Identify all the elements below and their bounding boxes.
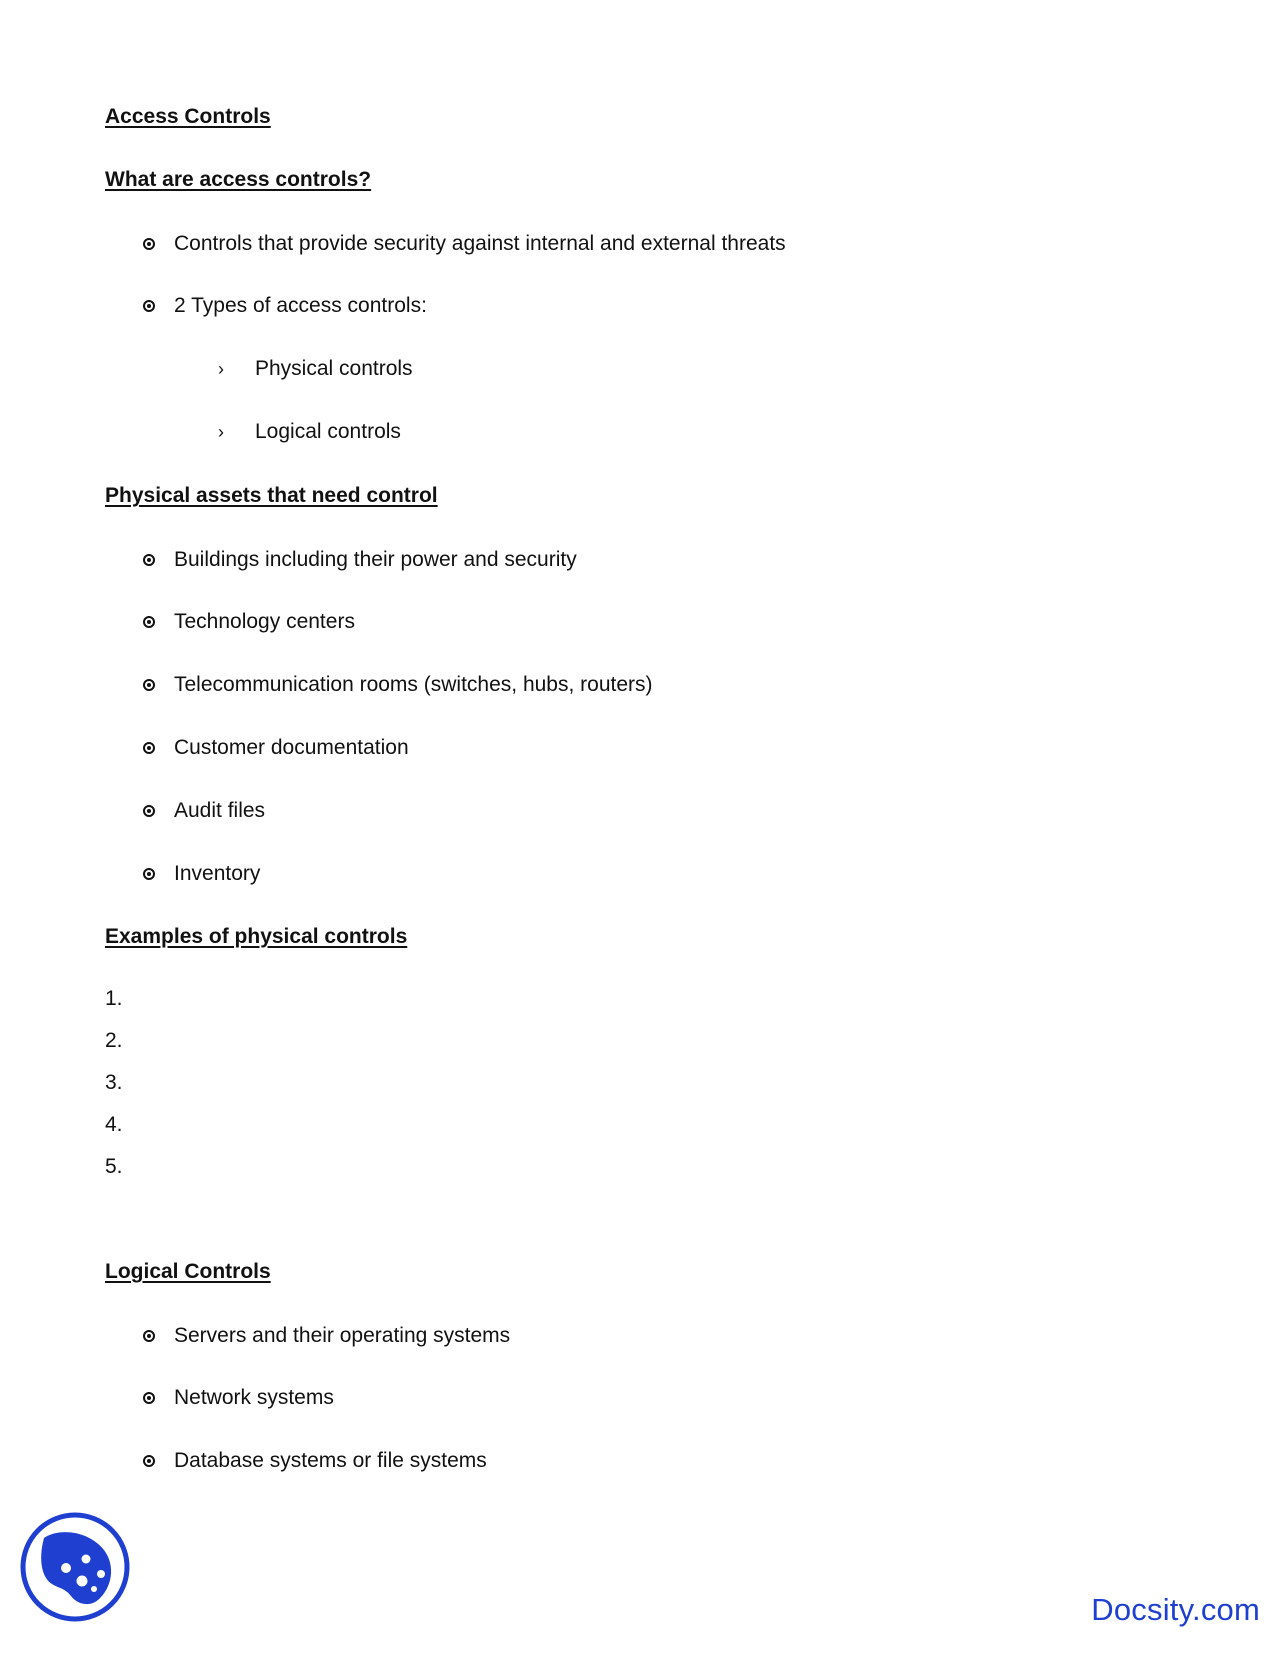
numbered-item: 2.	[105, 1029, 123, 1052]
list-item	[143, 1447, 487, 1475]
list-item-text: Network systems	[174, 1386, 334, 1409]
radio-bullet-icon	[143, 1455, 155, 1467]
brand-text[interactable]: Docsity.com	[1091, 1592, 1260, 1627]
sub-list-item-text: Physical controls	[255, 357, 413, 380]
list-item	[143, 608, 355, 636]
radio-bullet-icon	[143, 679, 155, 691]
list-item-text: Controls that provide security against internal and external threats	[174, 232, 786, 255]
list-item-text: Customer documentation	[174, 736, 409, 759]
radio-bullet-icon	[143, 616, 155, 628]
list-item	[143, 671, 653, 699]
list-item-text: Audit files	[174, 799, 266, 822]
list-item-text: 2 Types of access controls:	[174, 294, 427, 317]
radio-bullet-icon	[143, 300, 155, 312]
numbered-item: 5.	[105, 1155, 123, 1178]
radio-bullet-icon	[143, 868, 155, 880]
docsity-logo-icon	[18, 1510, 132, 1624]
list-item-text: Inventory	[174, 862, 261, 885]
section-heading-what-are: What are access controls?	[105, 168, 372, 191]
list-item-text: Buildings including their power and security	[174, 548, 577, 571]
list-item	[143, 797, 265, 825]
list-item	[143, 734, 409, 762]
section-heading-logical: Logical Controls	[105, 1260, 271, 1283]
radio-bullet-icon	[143, 805, 155, 817]
list-item	[143, 292, 427, 320]
list-item-text: Database systems or file systems	[174, 1449, 487, 1472]
radio-bullet-icon	[143, 554, 155, 566]
sub-list-item-text: Logical controls	[255, 420, 401, 443]
sub-list-item	[218, 418, 401, 446]
chevron-right-icon: ›	[218, 358, 224, 379]
radio-bullet-icon	[143, 238, 155, 250]
list-item	[143, 546, 577, 574]
chevron-right-icon: ›	[218, 421, 224, 442]
sub-list-item	[218, 355, 413, 383]
numbered-item: 4.	[105, 1113, 123, 1136]
list-item-text: Telecommunication rooms (switches, hubs, routers)	[174, 673, 653, 696]
numbered-item: 3.	[105, 1071, 123, 1094]
radio-bullet-icon	[143, 1330, 155, 1342]
document-title: Access Controls	[105, 105, 271, 128]
numbered-item: 1.	[105, 987, 123, 1010]
list-item	[143, 230, 786, 258]
radio-bullet-icon	[143, 742, 155, 754]
list-item	[143, 1322, 510, 1350]
list-item	[143, 1384, 334, 1412]
section-heading-examples: Examples of physical controls	[105, 925, 408, 948]
list-item-text: Technology centers	[174, 610, 355, 633]
radio-bullet-icon	[143, 1392, 155, 1404]
list-item	[143, 860, 260, 888]
list-item-text: Servers and their operating systems	[174, 1324, 511, 1347]
section-heading-physical-assets: Physical assets that need control	[105, 484, 438, 507]
